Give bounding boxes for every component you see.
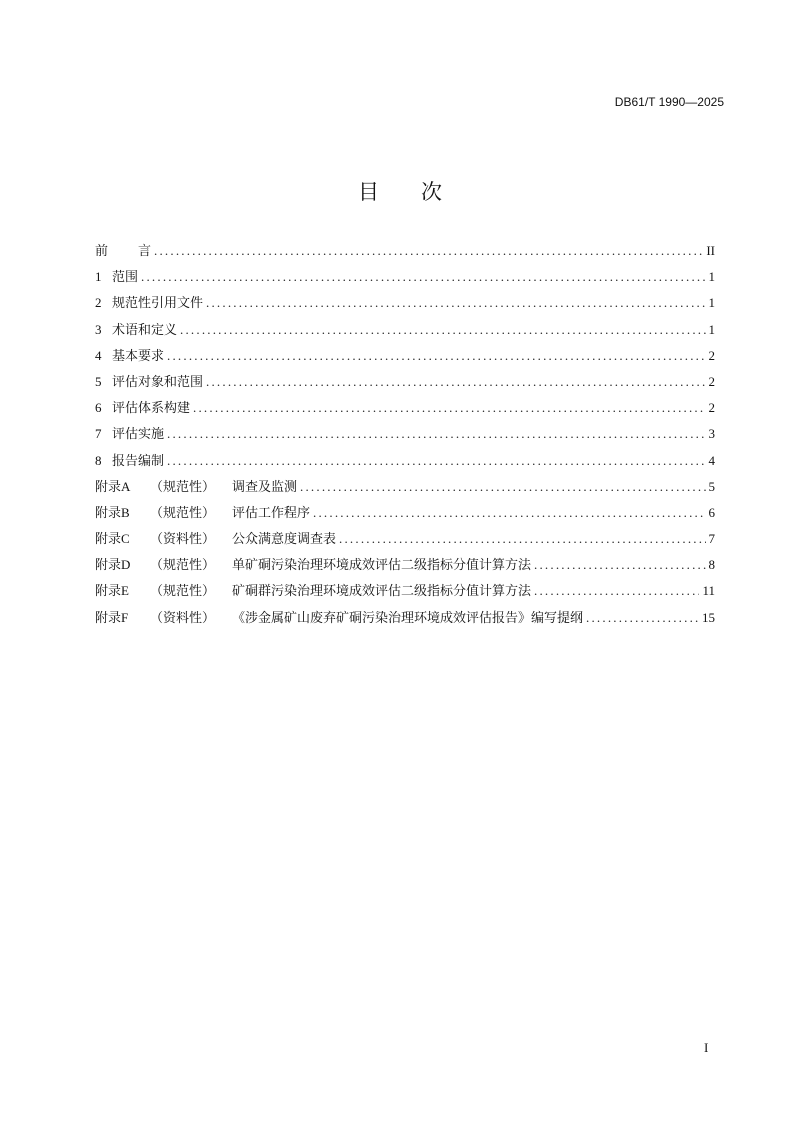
page-number: 2	[708, 400, 715, 416]
dot-leader	[206, 295, 705, 311]
title-char-left: 目	[358, 180, 379, 204]
appendix-type: （规范性）	[150, 504, 216, 520]
dot-leader	[534, 557, 705, 573]
toc-entry-section[interactable]	[95, 450, 715, 476]
appendix-type: （规范性）	[150, 557, 216, 573]
section-number: 6	[95, 400, 102, 416]
appendix-label: 附录C	[95, 531, 130, 547]
toc-entry-section[interactable]	[95, 371, 715, 397]
appendix-title: 《涉金属矿山废弃矿硐污染治理环境成效评估报告》编写提纲	[232, 609, 584, 625]
dot-leader	[300, 479, 705, 495]
page-number: 1	[708, 269, 715, 285]
table-of-contents	[95, 240, 715, 633]
page-number: 8	[708, 557, 715, 573]
dot-leader	[193, 400, 705, 416]
dot-leader	[141, 269, 705, 285]
page-number: II	[706, 243, 715, 258]
section-number: 4	[95, 347, 102, 363]
dot-leader	[534, 583, 699, 599]
dot-leader	[167, 348, 705, 364]
toc-entry-section[interactable]	[95, 292, 715, 318]
toc-entry-appendix[interactable]	[95, 580, 715, 606]
dot-leader	[339, 531, 705, 547]
section-title: 评估对象和范围	[112, 373, 204, 389]
toc-entry-appendix[interactable]	[95, 476, 715, 502]
section-number: 2	[95, 295, 102, 311]
appendix-type: （规范性）	[150, 478, 216, 494]
document-code: DB61/T 1990—2025	[614, 95, 724, 109]
toc-entry-appendix[interactable]	[95, 607, 715, 633]
foreword-label-b: 言	[138, 243, 152, 258]
section-title: 基本要求	[112, 347, 165, 363]
section-title: 范围	[112, 269, 139, 285]
section-title: 报告编制	[112, 452, 165, 468]
appendix-type: （资料性）	[150, 531, 216, 547]
dot-leader	[313, 505, 705, 521]
toc-entry-appendix[interactable]	[95, 554, 715, 580]
section-number: 5	[95, 373, 102, 389]
appendix-label: 附录A	[95, 478, 131, 494]
appendix-title: 矿硐群污染治理环境成效评估二级指标分值计算方法	[232, 583, 532, 599]
toc-entry-section[interactable]	[95, 266, 715, 292]
appendix-label: 附录D	[95, 557, 131, 573]
page-number: 7	[708, 531, 715, 547]
dot-leader	[167, 453, 705, 469]
appendix-title: 单矿硐污染治理环境成效评估二级指标分值计算方法	[232, 557, 532, 573]
section-title: 评估体系构建	[112, 400, 191, 416]
toc-entry-section[interactable]	[95, 345, 715, 371]
appendix-title: 评估工作程序	[232, 504, 311, 520]
section-number: 1	[95, 269, 102, 285]
appendix-type: （规范性）	[150, 583, 216, 599]
page-number: 3	[708, 426, 715, 442]
appendix-type: （资料性）	[150, 609, 216, 625]
toc-entry-section[interactable]	[95, 397, 715, 423]
appendix-label: 附录B	[95, 504, 130, 520]
page-number: 2	[708, 347, 715, 363]
page-number: 1	[708, 295, 715, 311]
foreword-label-a: 前	[95, 243, 109, 258]
toc-entry-section[interactable]	[95, 423, 715, 449]
page-number: 2	[708, 373, 715, 389]
page-number: 4	[708, 452, 715, 468]
page-title	[0, 176, 800, 206]
page-number: 5	[708, 478, 715, 494]
section-number: 8	[95, 452, 102, 468]
dot-leader	[180, 322, 705, 338]
dot-leader	[586, 610, 699, 626]
dot-leader	[154, 243, 703, 259]
section-number: 3	[95, 321, 102, 337]
toc-entry-appendix[interactable]	[95, 502, 715, 528]
section-title: 规范性引用文件	[112, 295, 204, 311]
page-number: 1	[708, 321, 715, 337]
section-title: 术语和定义	[112, 321, 178, 337]
dot-leader	[167, 426, 705, 442]
dot-leader	[206, 374, 705, 390]
toc-entry-section[interactable]	[95, 319, 715, 345]
page-number: 11	[702, 583, 715, 599]
appendix-title: 公众满意度调查表	[232, 531, 337, 547]
appendix-label: 附录E	[95, 583, 129, 599]
toc-entry-foreword[interactable]	[95, 240, 715, 266]
appendix-title: 调查及监测	[232, 478, 298, 494]
page-number: 15	[702, 609, 715, 625]
section-title: 评估实施	[112, 426, 165, 442]
section-number: 7	[95, 426, 102, 442]
toc-entry-appendix[interactable]	[95, 528, 715, 554]
page-number: 6	[708, 504, 715, 520]
appendix-label: 附录F	[95, 609, 129, 625]
page-footer-number: I	[704, 1040, 709, 1055]
title-char-right: 次	[421, 180, 442, 204]
